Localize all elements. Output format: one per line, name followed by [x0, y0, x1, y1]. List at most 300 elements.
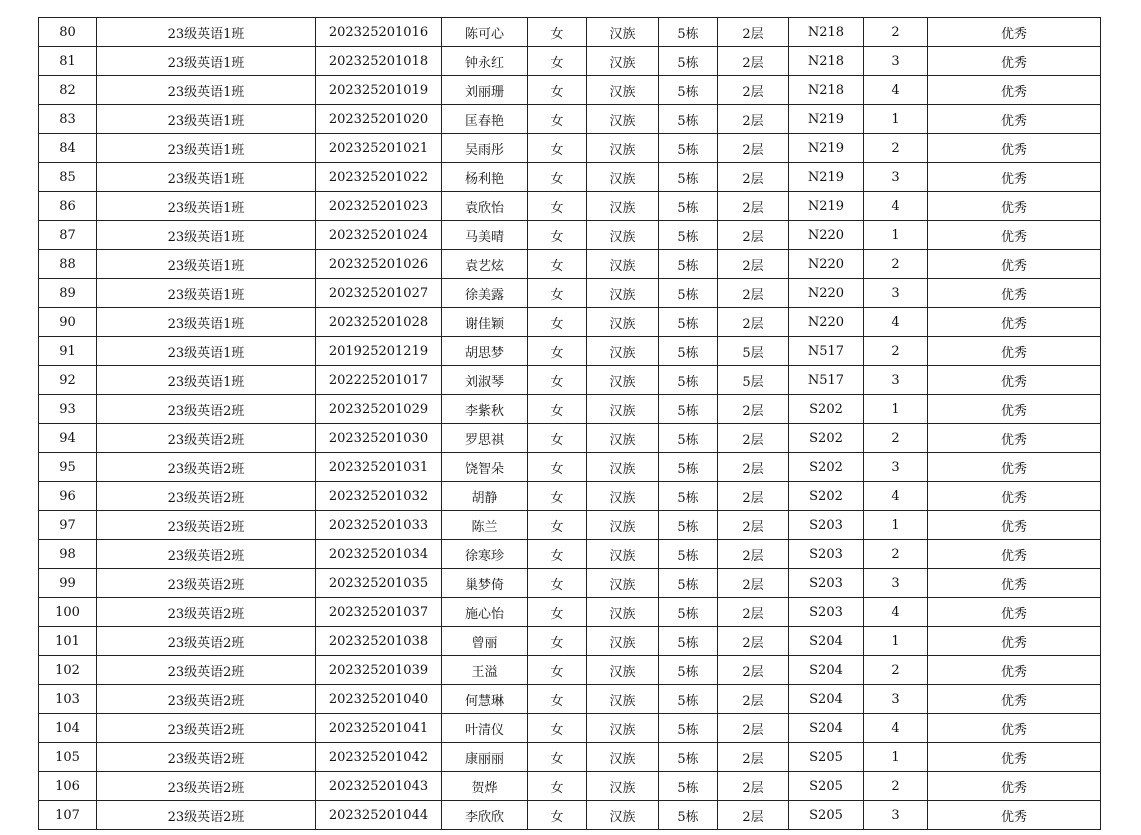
bed-cell: 1 [864, 743, 928, 772]
floor-cell: 2层 [718, 395, 789, 424]
student-id-cell: 201925201219 [316, 337, 442, 366]
name-cell: 袁欣怡 [442, 192, 528, 221]
class-cell: 23级英语2班 [97, 714, 316, 743]
floor-cell: 2层 [718, 482, 789, 511]
gender-cell: 女 [528, 511, 587, 540]
class-cell: 23级英语2班 [97, 395, 316, 424]
bed-cell: 1 [864, 105, 928, 134]
name-cell: 徐美露 [442, 279, 528, 308]
name-cell: 刘丽珊 [442, 76, 528, 105]
ethnicity-cell: 汉族 [587, 714, 659, 743]
floor-cell: 2层 [718, 18, 789, 47]
gender-cell: 女 [528, 134, 587, 163]
name-cell: 李紫秋 [442, 395, 528, 424]
row-number-cell: 95 [39, 453, 97, 482]
rating-cell: 优秀 [928, 192, 1101, 221]
gender-cell: 女 [528, 395, 587, 424]
table-row [39, 395, 1101, 424]
room-cell: N219 [789, 192, 864, 221]
student-id-cell: 202325201033 [316, 511, 442, 540]
table-row [39, 714, 1101, 743]
gender-cell: 女 [528, 192, 587, 221]
room-cell: S203 [789, 569, 864, 598]
building-cell: 5栋 [659, 627, 718, 656]
name-cell: 巢梦倚 [442, 569, 528, 598]
gender-cell: 女 [528, 801, 587, 830]
gender-cell: 女 [528, 221, 587, 250]
gender-cell: 女 [528, 250, 587, 279]
bed-cell: 1 [864, 511, 928, 540]
table-row [39, 337, 1101, 366]
building-cell: 5栋 [659, 453, 718, 482]
floor-cell: 2层 [718, 279, 789, 308]
table-row [39, 76, 1101, 105]
class-cell: 23级英语1班 [97, 134, 316, 163]
rating-cell: 优秀 [928, 424, 1101, 453]
table-row [39, 250, 1101, 279]
table-row [39, 18, 1101, 47]
table-row [39, 134, 1101, 163]
building-cell: 5栋 [659, 598, 718, 627]
row-number-cell: 85 [39, 163, 97, 192]
row-number-cell: 98 [39, 540, 97, 569]
bed-cell: 4 [864, 714, 928, 743]
room-cell: S205 [789, 743, 864, 772]
row-number-cell: 92 [39, 366, 97, 395]
floor-cell: 2层 [718, 801, 789, 830]
student-id-cell: 202325201038 [316, 627, 442, 656]
bed-cell: 1 [864, 627, 928, 656]
student-id-cell: 202325201039 [316, 656, 442, 685]
bed-cell: 1 [864, 395, 928, 424]
floor-cell: 2层 [718, 192, 789, 221]
ethnicity-cell: 汉族 [587, 598, 659, 627]
rating-cell: 优秀 [928, 395, 1101, 424]
table-row [39, 192, 1101, 221]
rating-cell: 优秀 [928, 337, 1101, 366]
ethnicity-cell: 汉族 [587, 279, 659, 308]
row-number-cell: 105 [39, 743, 97, 772]
floor-cell: 2层 [718, 772, 789, 801]
ethnicity-cell: 汉族 [587, 163, 659, 192]
row-number-cell: 103 [39, 685, 97, 714]
gender-cell: 女 [528, 482, 587, 511]
gender-cell: 女 [528, 18, 587, 47]
ethnicity-cell: 汉族 [587, 395, 659, 424]
student-id-cell: 202325201031 [316, 453, 442, 482]
student-id-cell: 202325201019 [316, 76, 442, 105]
class-cell: 23级英语2班 [97, 743, 316, 772]
ethnicity-cell: 汉族 [587, 192, 659, 221]
building-cell: 5栋 [659, 772, 718, 801]
gender-cell: 女 [528, 337, 587, 366]
room-cell: S204 [789, 656, 864, 685]
ethnicity-cell: 汉族 [587, 627, 659, 656]
name-cell: 李欣欣 [442, 801, 528, 830]
gender-cell: 女 [528, 714, 587, 743]
building-cell: 5栋 [659, 337, 718, 366]
student-id-cell: 202325201034 [316, 540, 442, 569]
table-row [39, 453, 1101, 482]
student-id-cell: 202325201035 [316, 569, 442, 598]
table-row [39, 163, 1101, 192]
student-id-cell: 202325201022 [316, 163, 442, 192]
ethnicity-cell: 汉族 [587, 540, 659, 569]
building-cell: 5栋 [659, 105, 718, 134]
rating-cell: 优秀 [928, 134, 1101, 163]
rating-cell: 优秀 [928, 685, 1101, 714]
gender-cell: 女 [528, 163, 587, 192]
table-row [39, 540, 1101, 569]
class-cell: 23级英语2班 [97, 598, 316, 627]
row-number-cell: 97 [39, 511, 97, 540]
student-id-cell: 202325201041 [316, 714, 442, 743]
class-cell: 23级英语1班 [97, 18, 316, 47]
table-row [39, 598, 1101, 627]
row-number-cell: 93 [39, 395, 97, 424]
room-cell: S202 [789, 453, 864, 482]
building-cell: 5栋 [659, 569, 718, 598]
room-cell: S204 [789, 685, 864, 714]
class-cell: 23级英语2班 [97, 627, 316, 656]
building-cell: 5栋 [659, 366, 718, 395]
row-number-cell: 81 [39, 47, 97, 76]
ethnicity-cell: 汉族 [587, 76, 659, 105]
table-row [39, 569, 1101, 598]
table-row [39, 221, 1101, 250]
ethnicity-cell: 汉族 [587, 801, 659, 830]
floor-cell: 2层 [718, 540, 789, 569]
building-cell: 5栋 [659, 221, 718, 250]
student-id-cell: 202325201029 [316, 395, 442, 424]
gender-cell: 女 [528, 656, 587, 685]
room-cell: N219 [789, 163, 864, 192]
rating-cell: 优秀 [928, 308, 1101, 337]
floor-cell: 2层 [718, 453, 789, 482]
building-cell: 5栋 [659, 540, 718, 569]
class-cell: 23级英语2班 [97, 453, 316, 482]
table-row [39, 743, 1101, 772]
class-cell: 23级英语2班 [97, 482, 316, 511]
bed-cell: 2 [864, 250, 928, 279]
student-id-cell: 202325201043 [316, 772, 442, 801]
ethnicity-cell: 汉族 [587, 482, 659, 511]
ethnicity-cell: 汉族 [587, 656, 659, 685]
rating-cell: 优秀 [928, 163, 1101, 192]
student-table [38, 17, 1101, 830]
name-cell: 饶智朵 [442, 453, 528, 482]
rating-cell: 优秀 [928, 105, 1101, 134]
name-cell: 袁艺炫 [442, 250, 528, 279]
table-row [39, 801, 1101, 830]
row-number-cell: 107 [39, 801, 97, 830]
rating-cell: 优秀 [928, 482, 1101, 511]
ethnicity-cell: 汉族 [587, 308, 659, 337]
row-number-cell: 102 [39, 656, 97, 685]
name-cell: 匡春艳 [442, 105, 528, 134]
floor-cell: 2层 [718, 714, 789, 743]
building-cell: 5栋 [659, 163, 718, 192]
table-body [39, 18, 1101, 830]
bed-cell: 2 [864, 656, 928, 685]
class-cell: 23级英语2班 [97, 772, 316, 801]
building-cell: 5栋 [659, 279, 718, 308]
room-cell: S202 [789, 482, 864, 511]
room-cell: S204 [789, 627, 864, 656]
class-cell: 23级英语1班 [97, 163, 316, 192]
table-row [39, 772, 1101, 801]
name-cell: 胡思梦 [442, 337, 528, 366]
bed-cell: 4 [864, 598, 928, 627]
bed-cell: 3 [864, 163, 928, 192]
student-id-cell: 202325201044 [316, 801, 442, 830]
student-id-cell: 202325201023 [316, 192, 442, 221]
class-cell: 23级英语1班 [97, 308, 316, 337]
row-number-cell: 101 [39, 627, 97, 656]
building-cell: 5栋 [659, 76, 718, 105]
name-cell: 陈兰 [442, 511, 528, 540]
floor-cell: 2层 [718, 308, 789, 337]
building-cell: 5栋 [659, 482, 718, 511]
building-cell: 5栋 [659, 743, 718, 772]
student-id-cell: 202325201030 [316, 424, 442, 453]
student-id-cell: 202325201026 [316, 250, 442, 279]
class-cell: 23级英语2班 [97, 656, 316, 685]
rating-cell: 优秀 [928, 743, 1101, 772]
student-id-cell: 202325201040 [316, 685, 442, 714]
rating-cell: 优秀 [928, 801, 1101, 830]
rating-cell: 优秀 [928, 772, 1101, 801]
table-row [39, 511, 1101, 540]
name-cell: 施心怡 [442, 598, 528, 627]
row-number-cell: 94 [39, 424, 97, 453]
name-cell: 罗思祺 [442, 424, 528, 453]
gender-cell: 女 [528, 453, 587, 482]
bed-cell: 3 [864, 453, 928, 482]
row-number-cell: 84 [39, 134, 97, 163]
student-id-cell: 202325201021 [316, 134, 442, 163]
student-id-cell: 202325201018 [316, 47, 442, 76]
gender-cell: 女 [528, 424, 587, 453]
student-id-cell: 202325201024 [316, 221, 442, 250]
floor-cell: 2层 [718, 250, 789, 279]
bed-cell: 2 [864, 772, 928, 801]
name-cell: 马美晴 [442, 221, 528, 250]
gender-cell: 女 [528, 627, 587, 656]
room-cell: N220 [789, 250, 864, 279]
bed-cell: 3 [864, 569, 928, 598]
room-cell: N517 [789, 337, 864, 366]
floor-cell: 5层 [718, 366, 789, 395]
rating-cell: 优秀 [928, 540, 1101, 569]
bed-cell: 2 [864, 337, 928, 366]
rating-cell: 优秀 [928, 569, 1101, 598]
floor-cell: 2层 [718, 221, 789, 250]
name-cell: 陈可心 [442, 18, 528, 47]
ethnicity-cell: 汉族 [587, 743, 659, 772]
building-cell: 5栋 [659, 250, 718, 279]
gender-cell: 女 [528, 308, 587, 337]
class-cell: 23级英语1班 [97, 192, 316, 221]
class-cell: 23级英语1班 [97, 366, 316, 395]
row-number-cell: 104 [39, 714, 97, 743]
bed-cell: 3 [864, 801, 928, 830]
class-cell: 23级英语2班 [97, 685, 316, 714]
building-cell: 5栋 [659, 685, 718, 714]
room-cell: N218 [789, 76, 864, 105]
room-cell: N219 [789, 134, 864, 163]
row-number-cell: 88 [39, 250, 97, 279]
room-cell: N218 [789, 47, 864, 76]
floor-cell: 2层 [718, 424, 789, 453]
table-row [39, 685, 1101, 714]
ethnicity-cell: 汉族 [587, 47, 659, 76]
student-id-cell: 202225201017 [316, 366, 442, 395]
room-cell: N517 [789, 366, 864, 395]
table-row [39, 627, 1101, 656]
row-number-cell: 86 [39, 192, 97, 221]
name-cell: 谢佳颖 [442, 308, 528, 337]
gender-cell: 女 [528, 743, 587, 772]
class-cell: 23级英语2班 [97, 801, 316, 830]
room-cell: N220 [789, 279, 864, 308]
building-cell: 5栋 [659, 714, 718, 743]
rating-cell: 优秀 [928, 250, 1101, 279]
building-cell: 5栋 [659, 192, 718, 221]
bed-cell: 2 [864, 540, 928, 569]
name-cell: 王溢 [442, 656, 528, 685]
room-cell: N220 [789, 308, 864, 337]
building-cell: 5栋 [659, 656, 718, 685]
rating-cell: 优秀 [928, 598, 1101, 627]
building-cell: 5栋 [659, 47, 718, 76]
floor-cell: 2层 [718, 743, 789, 772]
row-number-cell: 90 [39, 308, 97, 337]
row-number-cell: 100 [39, 598, 97, 627]
rating-cell: 优秀 [928, 47, 1101, 76]
name-cell: 吴雨彤 [442, 134, 528, 163]
row-number-cell: 89 [39, 279, 97, 308]
gender-cell: 女 [528, 685, 587, 714]
bed-cell: 4 [864, 308, 928, 337]
ethnicity-cell: 汉族 [587, 772, 659, 801]
name-cell: 何慧琳 [442, 685, 528, 714]
bed-cell: 1 [864, 221, 928, 250]
class-cell: 23级英语1班 [97, 105, 316, 134]
ethnicity-cell: 汉族 [587, 105, 659, 134]
rating-cell: 优秀 [928, 714, 1101, 743]
bed-cell: 4 [864, 192, 928, 221]
row-number-cell: 82 [39, 76, 97, 105]
class-cell: 23级英语2班 [97, 569, 316, 598]
floor-cell: 2层 [718, 105, 789, 134]
rating-cell: 优秀 [928, 76, 1101, 105]
class-cell: 23级英语1班 [97, 250, 316, 279]
class-cell: 23级英语1班 [97, 76, 316, 105]
building-cell: 5栋 [659, 18, 718, 47]
floor-cell: 2层 [718, 511, 789, 540]
room-cell: S202 [789, 424, 864, 453]
ethnicity-cell: 汉族 [587, 18, 659, 47]
gender-cell: 女 [528, 598, 587, 627]
room-cell: S203 [789, 540, 864, 569]
room-cell: S205 [789, 772, 864, 801]
gender-cell: 女 [528, 366, 587, 395]
room-cell: N220 [789, 221, 864, 250]
bed-cell: 3 [864, 366, 928, 395]
floor-cell: 2层 [718, 598, 789, 627]
floor-cell: 2层 [718, 685, 789, 714]
table-row [39, 279, 1101, 308]
name-cell: 徐寒珍 [442, 540, 528, 569]
floor-cell: 2层 [718, 134, 789, 163]
gender-cell: 女 [528, 569, 587, 598]
table-row [39, 482, 1101, 511]
row-number-cell: 106 [39, 772, 97, 801]
class-cell: 23级英语1班 [97, 47, 316, 76]
room-cell: S203 [789, 598, 864, 627]
student-id-cell: 202325201028 [316, 308, 442, 337]
ethnicity-cell: 汉族 [587, 569, 659, 598]
ethnicity-cell: 汉族 [587, 366, 659, 395]
gender-cell: 女 [528, 279, 587, 308]
name-cell: 曾丽 [442, 627, 528, 656]
building-cell: 5栋 [659, 134, 718, 163]
gender-cell: 女 [528, 540, 587, 569]
name-cell: 胡静 [442, 482, 528, 511]
ethnicity-cell: 汉族 [587, 337, 659, 366]
room-cell: S205 [789, 801, 864, 830]
building-cell: 5栋 [659, 801, 718, 830]
name-cell: 贺烨 [442, 772, 528, 801]
building-cell: 5栋 [659, 308, 718, 337]
name-cell: 刘淑琴 [442, 366, 528, 395]
rating-cell: 优秀 [928, 511, 1101, 540]
table-row [39, 105, 1101, 134]
building-cell: 5栋 [659, 511, 718, 540]
room-cell: S204 [789, 714, 864, 743]
ethnicity-cell: 汉族 [587, 134, 659, 163]
gender-cell: 女 [528, 47, 587, 76]
name-cell: 钟永红 [442, 47, 528, 76]
name-cell: 杨利艳 [442, 163, 528, 192]
name-cell: 叶清仪 [442, 714, 528, 743]
room-cell: S203 [789, 511, 864, 540]
student-id-cell: 202325201037 [316, 598, 442, 627]
floor-cell: 2层 [718, 163, 789, 192]
ethnicity-cell: 汉族 [587, 250, 659, 279]
class-cell: 23级英语2班 [97, 424, 316, 453]
ethnicity-cell: 汉族 [587, 424, 659, 453]
student-id-cell: 202325201020 [316, 105, 442, 134]
class-cell: 23级英语1班 [97, 337, 316, 366]
bed-cell: 2 [864, 134, 928, 163]
building-cell: 5栋 [659, 395, 718, 424]
bed-cell: 4 [864, 76, 928, 105]
floor-cell: 2层 [718, 569, 789, 598]
row-number-cell: 99 [39, 569, 97, 598]
ethnicity-cell: 汉族 [587, 221, 659, 250]
gender-cell: 女 [528, 105, 587, 134]
bed-cell: 2 [864, 18, 928, 47]
building-cell: 5栋 [659, 424, 718, 453]
class-cell: 23级英语2班 [97, 511, 316, 540]
row-number-cell: 80 [39, 18, 97, 47]
floor-cell: 2层 [718, 656, 789, 685]
bed-cell: 4 [864, 482, 928, 511]
table-row [39, 424, 1101, 453]
row-number-cell: 96 [39, 482, 97, 511]
